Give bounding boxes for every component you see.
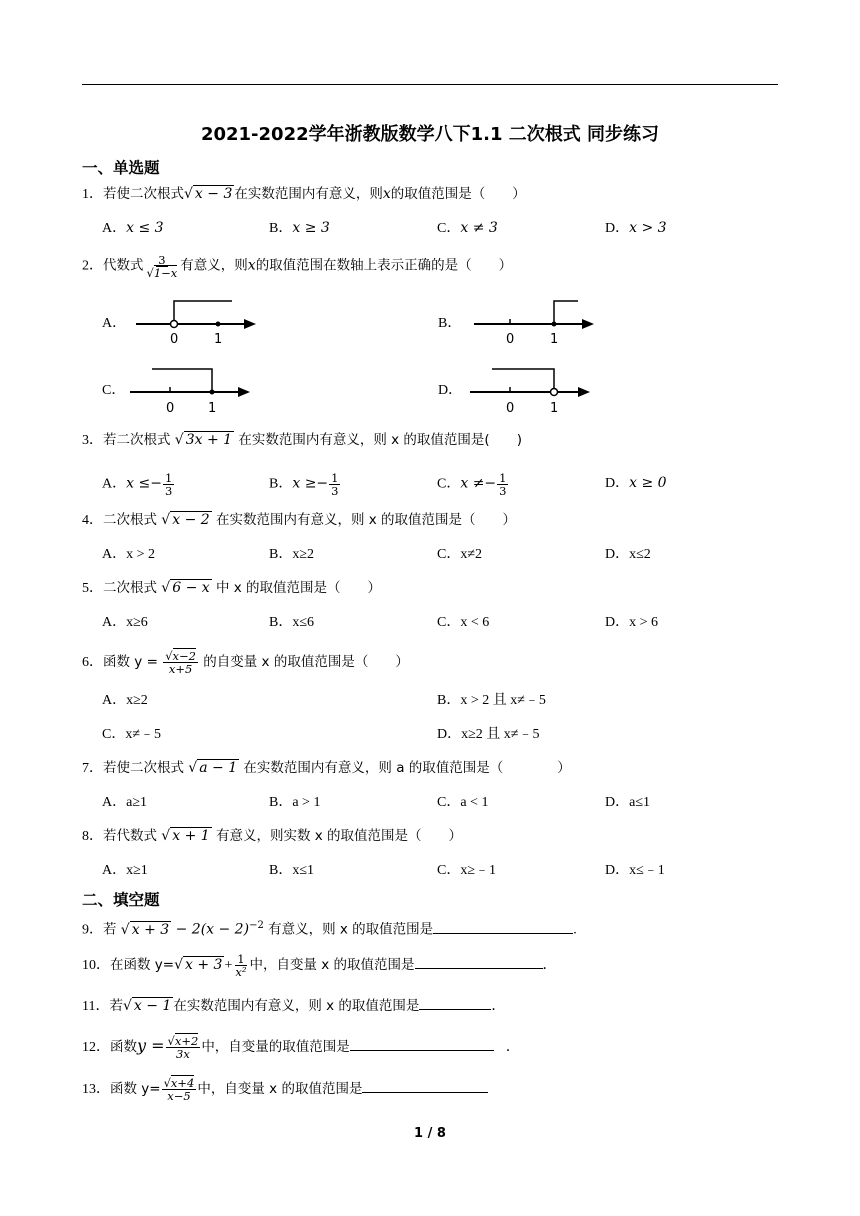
option-a[interactable]: A． xyxy=(102,316,127,331)
sqrt-expression: √ 6 − x xyxy=(161,580,210,596)
option-c[interactable]: C． xyxy=(102,383,126,398)
option-a[interactable]: A．x > 2 xyxy=(102,547,156,562)
option-d[interactable]: D．x ≥ 0 xyxy=(605,475,667,491)
option-b[interactable]: B．x ≥− $\frac{1}{3}$ xyxy=(269,471,339,498)
option-a[interactable]: A．x≥1 xyxy=(102,863,148,878)
number-line-b xyxy=(470,296,600,346)
option-a[interactable]: A．x≥6 xyxy=(102,615,148,630)
sqrt-expression: √ x + 1 xyxy=(161,828,210,844)
option-b[interactable]: B． xyxy=(438,316,462,331)
option-b[interactable]: B．x≤6 xyxy=(269,615,315,630)
option-b[interactable]: B．x > 2 且 x≠﹣5 xyxy=(437,693,546,708)
sqrt-expression: √ 3x + 1 xyxy=(174,432,233,448)
svg-text:1: 1 xyxy=(550,401,559,416)
svg-text:1: 1 xyxy=(214,332,223,346)
question-11: 11．若√ x − 1 在实数范围内有意义，则 x 的取值范围是 ． xyxy=(82,995,505,1017)
svg-text:1: 1 xyxy=(550,332,559,346)
option-c[interactable]: C．x≠2 xyxy=(437,547,483,562)
page-number: 1 / 8 xyxy=(414,1126,446,1141)
option-b[interactable]: B．x ≥ 3 xyxy=(269,220,330,236)
option-c[interactable]: C．x ≠ 3 xyxy=(437,220,498,236)
option-b[interactable]: B．a > 1 xyxy=(269,795,321,810)
question-1: 1．若使二次根式√ x − 3 在实数范围内有意义，则x的取值范围是（ ） xyxy=(82,186,526,202)
option-c[interactable]: C．x < 6 xyxy=(437,615,490,630)
section-heading-fill-in: 二、填空题 xyxy=(82,891,160,909)
option-a[interactable]: A．x ≤ 3 xyxy=(102,220,164,236)
question-8-options xyxy=(82,860,782,882)
question-12: 12．函数y = $\frac{√x+2}{3x}$ 中，自变量的取值范围是 ． xyxy=(82,1034,520,1062)
question-5: 5．二次根式 √ 6 − x 中 x 的取值范围是（ ） xyxy=(82,580,382,596)
question-3-options xyxy=(82,468,782,500)
question-1-options xyxy=(82,217,782,239)
section-heading-single-choice: 一、单选题 xyxy=(82,159,160,177)
number-line-c xyxy=(126,364,256,416)
sqrt-expression: √ a − 1 xyxy=(188,760,238,776)
option-d[interactable]: D．x > 6 xyxy=(605,615,659,630)
question-13: 13．函数 y= $\frac{√x+4}{x-5}$ 中，自变量 x 的取值范围是 xyxy=(82,1076,488,1103)
question-6-options-row2 xyxy=(82,724,782,746)
option-b[interactable]: B．x≥2 xyxy=(269,547,315,562)
answer-blank[interactable] xyxy=(433,919,573,934)
option-d[interactable]: D．x≤2 xyxy=(605,547,651,562)
answer-blank[interactable] xyxy=(419,995,491,1010)
option-a[interactable]: A．x≥2 xyxy=(102,693,148,708)
svg-text:0: 0 xyxy=(166,401,175,416)
svg-text:0: 0 xyxy=(506,401,515,416)
question-6-options-row1 xyxy=(82,690,782,712)
question-10: 10．在函数 y=√ x + 3 + $\frac{1}{\text{x²}}$ 中，自变量 x 的取值范围是 ． xyxy=(82,952,557,980)
question-8: 8．若代数式 √ x + 1 有意义，则实数 x 的取值范围是（ ） xyxy=(82,828,463,844)
svg-text:0: 0 xyxy=(506,332,515,346)
question-3: 3．若二次根式 √ 3x + 1 在实数范围内有意义，则 x 的取值范围是( ) xyxy=(82,432,522,448)
fraction: $\frac{1}{\text{x²}}$ xyxy=(235,952,247,980)
fraction: $\frac{√x+4}{x-5}$ xyxy=(163,1076,195,1104)
number-line-d xyxy=(466,364,596,416)
sqrt-expression: √ x − 1 xyxy=(122,998,172,1014)
sqrt-expression: √ x + 3 xyxy=(174,957,223,973)
option-c[interactable]: C．x≥﹣1 xyxy=(437,863,497,878)
page-title: 2021-2022学年浙教版数学八下1.1 二次根式 同步练习 xyxy=(200,124,660,145)
svg-text:0: 0 xyxy=(170,332,179,346)
option-c[interactable]: C．x ≠− $\frac{1}{3}$ xyxy=(437,471,507,498)
question-text: 若使二次根式 xyxy=(103,186,184,202)
question-7: 7．若使二次根式 √ a − 1 在实数范围内有意义，则 a 的取值范围是（ ） xyxy=(82,760,571,776)
header-rule xyxy=(82,84,778,85)
option-d[interactable]: D． xyxy=(438,383,463,398)
question-number: 1． xyxy=(82,187,103,202)
option-d[interactable]: D．x≥2 且 x≠﹣5 xyxy=(437,727,540,742)
question-9: 9．若 √ $x + 3 - 2(x - 2)^{-2}$ 有意义，则 x 的取值范围是 . xyxy=(82,920,577,938)
fraction: $\frac{3}{√1-x}$ xyxy=(146,253,178,280)
answer-blank[interactable] xyxy=(362,1078,488,1093)
option-d[interactable]: D．x≤﹣1 xyxy=(605,863,665,878)
svg-text:1: 1 xyxy=(208,401,217,416)
question-5-options xyxy=(82,612,782,634)
number-line-a xyxy=(130,296,260,346)
option-c[interactable]: C．x≠﹣5 xyxy=(102,727,162,742)
question-2: 2．代数式 $\frac{3}{√1-x}$ 有意义，则x的取值范围在数轴上表示正确的是（ ） xyxy=(82,253,513,280)
option-c[interactable]: C．a < 1 xyxy=(437,795,489,810)
sqrt-expression: √ x − 2 xyxy=(161,512,210,528)
question-6: 6．函数 y = $\frac{√x-2}{x+5}$ 的自变量 x 的取值范围是（ ） xyxy=(82,649,409,677)
option-d[interactable]: D．x > 3 xyxy=(605,220,667,236)
question-4: 4．二次根式 √ x − 2 在实数范围内有意义，则 x 的取值范围是（ ） xyxy=(82,512,517,528)
option-a[interactable]: A．a≥1 xyxy=(102,795,148,810)
sqrt-expression: √ x + 3 xyxy=(120,921,170,938)
answer-blank[interactable] xyxy=(415,954,543,969)
sqrt-expression: √ x − 3 xyxy=(184,186,233,202)
answer-blank[interactable] xyxy=(350,1036,494,1051)
question-7-options xyxy=(82,792,782,814)
question-4-options xyxy=(82,544,782,566)
fraction: $\frac{√x+2}{3x}$ xyxy=(167,1034,199,1062)
fraction: $\frac{√x-2}{x+5}$ xyxy=(165,649,196,677)
option-b[interactable]: B．x≤1 xyxy=(269,863,315,878)
option-a[interactable]: A．x ≤− $\frac{1}{3}$ xyxy=(102,471,173,498)
option-d[interactable]: D．a≤1 xyxy=(605,795,651,810)
